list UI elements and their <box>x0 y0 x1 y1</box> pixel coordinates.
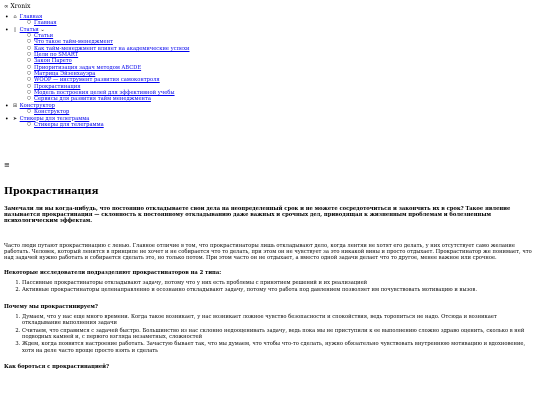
submenu-link-eisenhower[interactable]: Матрица Эйзенхауэра <box>34 71 96 78</box>
submenu-stickers <box>12 122 190 128</box>
home-icon: ⌂ <box>13 14 17 20</box>
book-icon: ▯ <box>13 26 17 33</box>
submenu-link-goal-model[interactable]: Модель построения целей для эффективной учебы <box>34 90 175 97</box>
list-item: 2. Активные прокрастинаторы целенаправленно и осознанно откладывают задачу, потому что работа под давлением позволяет им почувствовать мотивацию и вызов. <box>22 287 534 293</box>
submenu-link-academic-success[interactable]: Как тайм-менеджмент влияет на академические успехи <box>34 45 190 52</box>
nav-item-articles <box>12 27 190 103</box>
section-heading-why: Почему мы прокрастинируем? <box>4 303 98 310</box>
nav-link-constructor[interactable]: Конструктор <box>19 102 55 109</box>
why-list <box>4 314 534 354</box>
list-item: 1. Пассивные прокрастинаторы откладывают задачу, потому что у них есть проблемы с принятием решений и их реализацией <box>22 280 534 286</box>
submenu-link-stickers[interactable]: Стикеры для телеграмма <box>34 121 104 128</box>
submenu-link-smart-goals[interactable]: Цели по SMART <box>34 52 79 59</box>
grid-icon: ⊞ <box>12 102 18 109</box>
section-heading-types: Некоторые исследователи подразделяют прокрастинаторов на 2 типа: <box>4 269 222 276</box>
submenu-link-articles[interactable]: Статьи <box>34 33 54 40</box>
submenu-articles <box>12 33 190 103</box>
nav-item-constructor <box>12 103 190 116</box>
menu-toggle-icon[interactable]: ≡ <box>4 161 10 169</box>
submenu-link-abcde[interactable]: Приоритизация задач методом ABCDE <box>34 64 142 71</box>
site-brand[interactable] <box>4 3 30 11</box>
article <box>4 186 534 374</box>
article-paragraph: Часто люди путают прокрастинацию с ленью. Главное отличие в том, что прокрастинаторы лишь откладывают дело, когда лентяи не хотят его делать, у них отсутствует само желание работать. Человек, который ленится в принципе не хочет и не собирается что то делать, при этом он не чувствует за это никакой вины и просто отдыхает. Прокрастинатор же понимает, что над задачей нужно работать и собирается сделать это, но только потом. При этом часто он не отдыхает, а вместо одной задачи делает что то другое, менее важное или срочное. <box>4 242 532 262</box>
list-item: 2. Считаем, что справимся с задачей быстро. Большинство из нас склонно недооценивать задачу, ведь пока мы не приступили к ее выполнению сложно здраво оценить, сколько в ней подводных камней и, с первого взгляда незаметных, сложностей <box>22 328 534 341</box>
main-navigation <box>0 14 190 128</box>
nav-link-stickers[interactable]: Стикеры для телеграмма <box>19 115 90 122</box>
infinity-logo-icon: ∞ <box>4 4 9 10</box>
submenu-link-procrastination[interactable]: Прокрастинация <box>34 83 81 90</box>
submenu-link-what-is-time-management[interactable]: Что такое тайм-менеджмент <box>34 39 113 46</box>
nav-link-home[interactable]: Главная <box>19 14 43 20</box>
list-item: 1. Думаем, что у нас еще много времени. Когда такое возникает, у нас возникает ложное чувство безопасности и спокойствия, ведь торопиться не надо. Отсюда и возникает откладывание выполнения задачи <box>22 314 534 327</box>
nav-item-stickers <box>12 116 190 129</box>
section-heading-fight: Как бороться с прокрастинацией? <box>4 364 110 371</box>
page-title: Прокрастинация <box>4 186 99 197</box>
submenu-link-constructor[interactable]: Конструктор <box>34 109 70 116</box>
chevron-down-icon[interactable]: ⌄ <box>40 26 45 33</box>
site-name: Xronix <box>10 3 31 10</box>
types-list <box>4 280 534 294</box>
nav-item-home <box>12 14 190 27</box>
submenu-link-home[interactable]: Главная <box>34 20 57 27</box>
telegram-icon: ➤ <box>12 115 18 122</box>
submenu-link-services[interactable]: Сервисы для развития тайм менеджмента <box>34 96 151 103</box>
article-lead: Замечали ли вы когда-нибудь, что постоянно откладываете свои дела на неопределенный срок и не можете сосредоточиться и закончить их в срок? Такое явление называется прокрастинация — склонность к постоянному откладыванию даже важных и срочных дел, приводящая к жизненным проблемам и болезненным психологическим эффектам. <box>4 205 511 225</box>
list-item: 3. Ждем, когда появится настроение работать. Зачастую бывает так, что мы думаем, что чтобы что-то сделать, нужно обязательно чувствовать внутреннюю мотивацию и вдохновение, хотя на деле часто проще просто взять и сделать <box>22 341 534 354</box>
nav-link-articles[interactable]: Статьи <box>19 26 39 33</box>
submenu-link-woop[interactable]: WOOP — инструмент развития самоконтроля <box>34 77 160 84</box>
submenu-link-pareto[interactable]: Закон Парето <box>34 58 72 65</box>
